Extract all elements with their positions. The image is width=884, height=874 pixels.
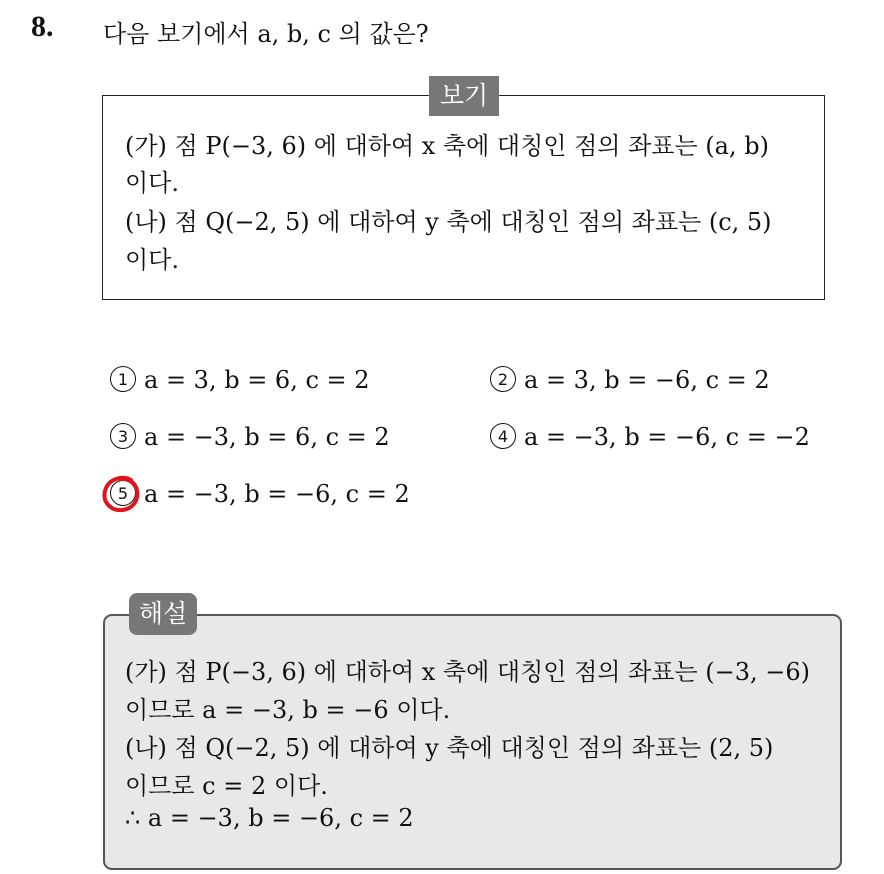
choice-1[interactable] (110, 366, 370, 394)
choice-2[interactable] (490, 366, 770, 394)
choice-number: 4 (490, 423, 516, 449)
solution-line-2: 이므로 a = −3, b = −6 이다. (125, 696, 451, 724)
choice-number: 1 (110, 366, 136, 392)
choice-3[interactable] (110, 423, 390, 451)
choice-text: a = −3, b = 6, c = 2 (144, 423, 390, 451)
choice-5[interactable] (110, 480, 410, 508)
bogi-tag: 보기 (429, 76, 499, 116)
bogi-line-2: 이다. (125, 169, 179, 197)
choice-4[interactable] (490, 423, 810, 451)
bogi-line-3: (나) 점 Q(−2, 5) 에 대하여 y 축에 대칭인 점의 좌표는 (c, 5) (125, 208, 772, 236)
solution-tag: 해설 (129, 593, 197, 635)
solution-line-5: ∴ a = −3, b = −6, c = 2 (125, 804, 414, 832)
bogi-line-1: (가) 점 P(−3, 6) 에 대하여 x 축에 대칭인 점의 좌표는 (a, b) (125, 132, 769, 160)
choice-number: 2 (490, 366, 516, 392)
choice-number: 3 (110, 423, 136, 449)
answer-mark-circle (102, 474, 142, 514)
choice-number: 5 (110, 480, 136, 506)
bogi-line-4: 이다. (125, 246, 179, 274)
choice-text: a = 3, b = −6, c = 2 (524, 366, 770, 394)
question-text: 다음 보기에서 a, b, c 의 값은? (103, 20, 429, 48)
choice-text: a = −3, b = −6, c = −2 (524, 423, 810, 451)
question-number: 8. (31, 10, 54, 43)
choice-text: a = −3, b = −6, c = 2 (144, 480, 410, 508)
solution-line-4: 이므로 c = 2 이다. (125, 772, 328, 800)
choice-text: a = 3, b = 6, c = 2 (144, 366, 370, 394)
solution-line-1: (가) 점 P(−3, 6) 에 대하여 x 축에 대칭인 점의 좌표는 (−3, −6) (125, 658, 811, 686)
solution-line-3: (나) 점 Q(−2, 5) 에 대하여 y 축에 대칭인 점의 좌표는 (2, 5) (125, 734, 774, 762)
